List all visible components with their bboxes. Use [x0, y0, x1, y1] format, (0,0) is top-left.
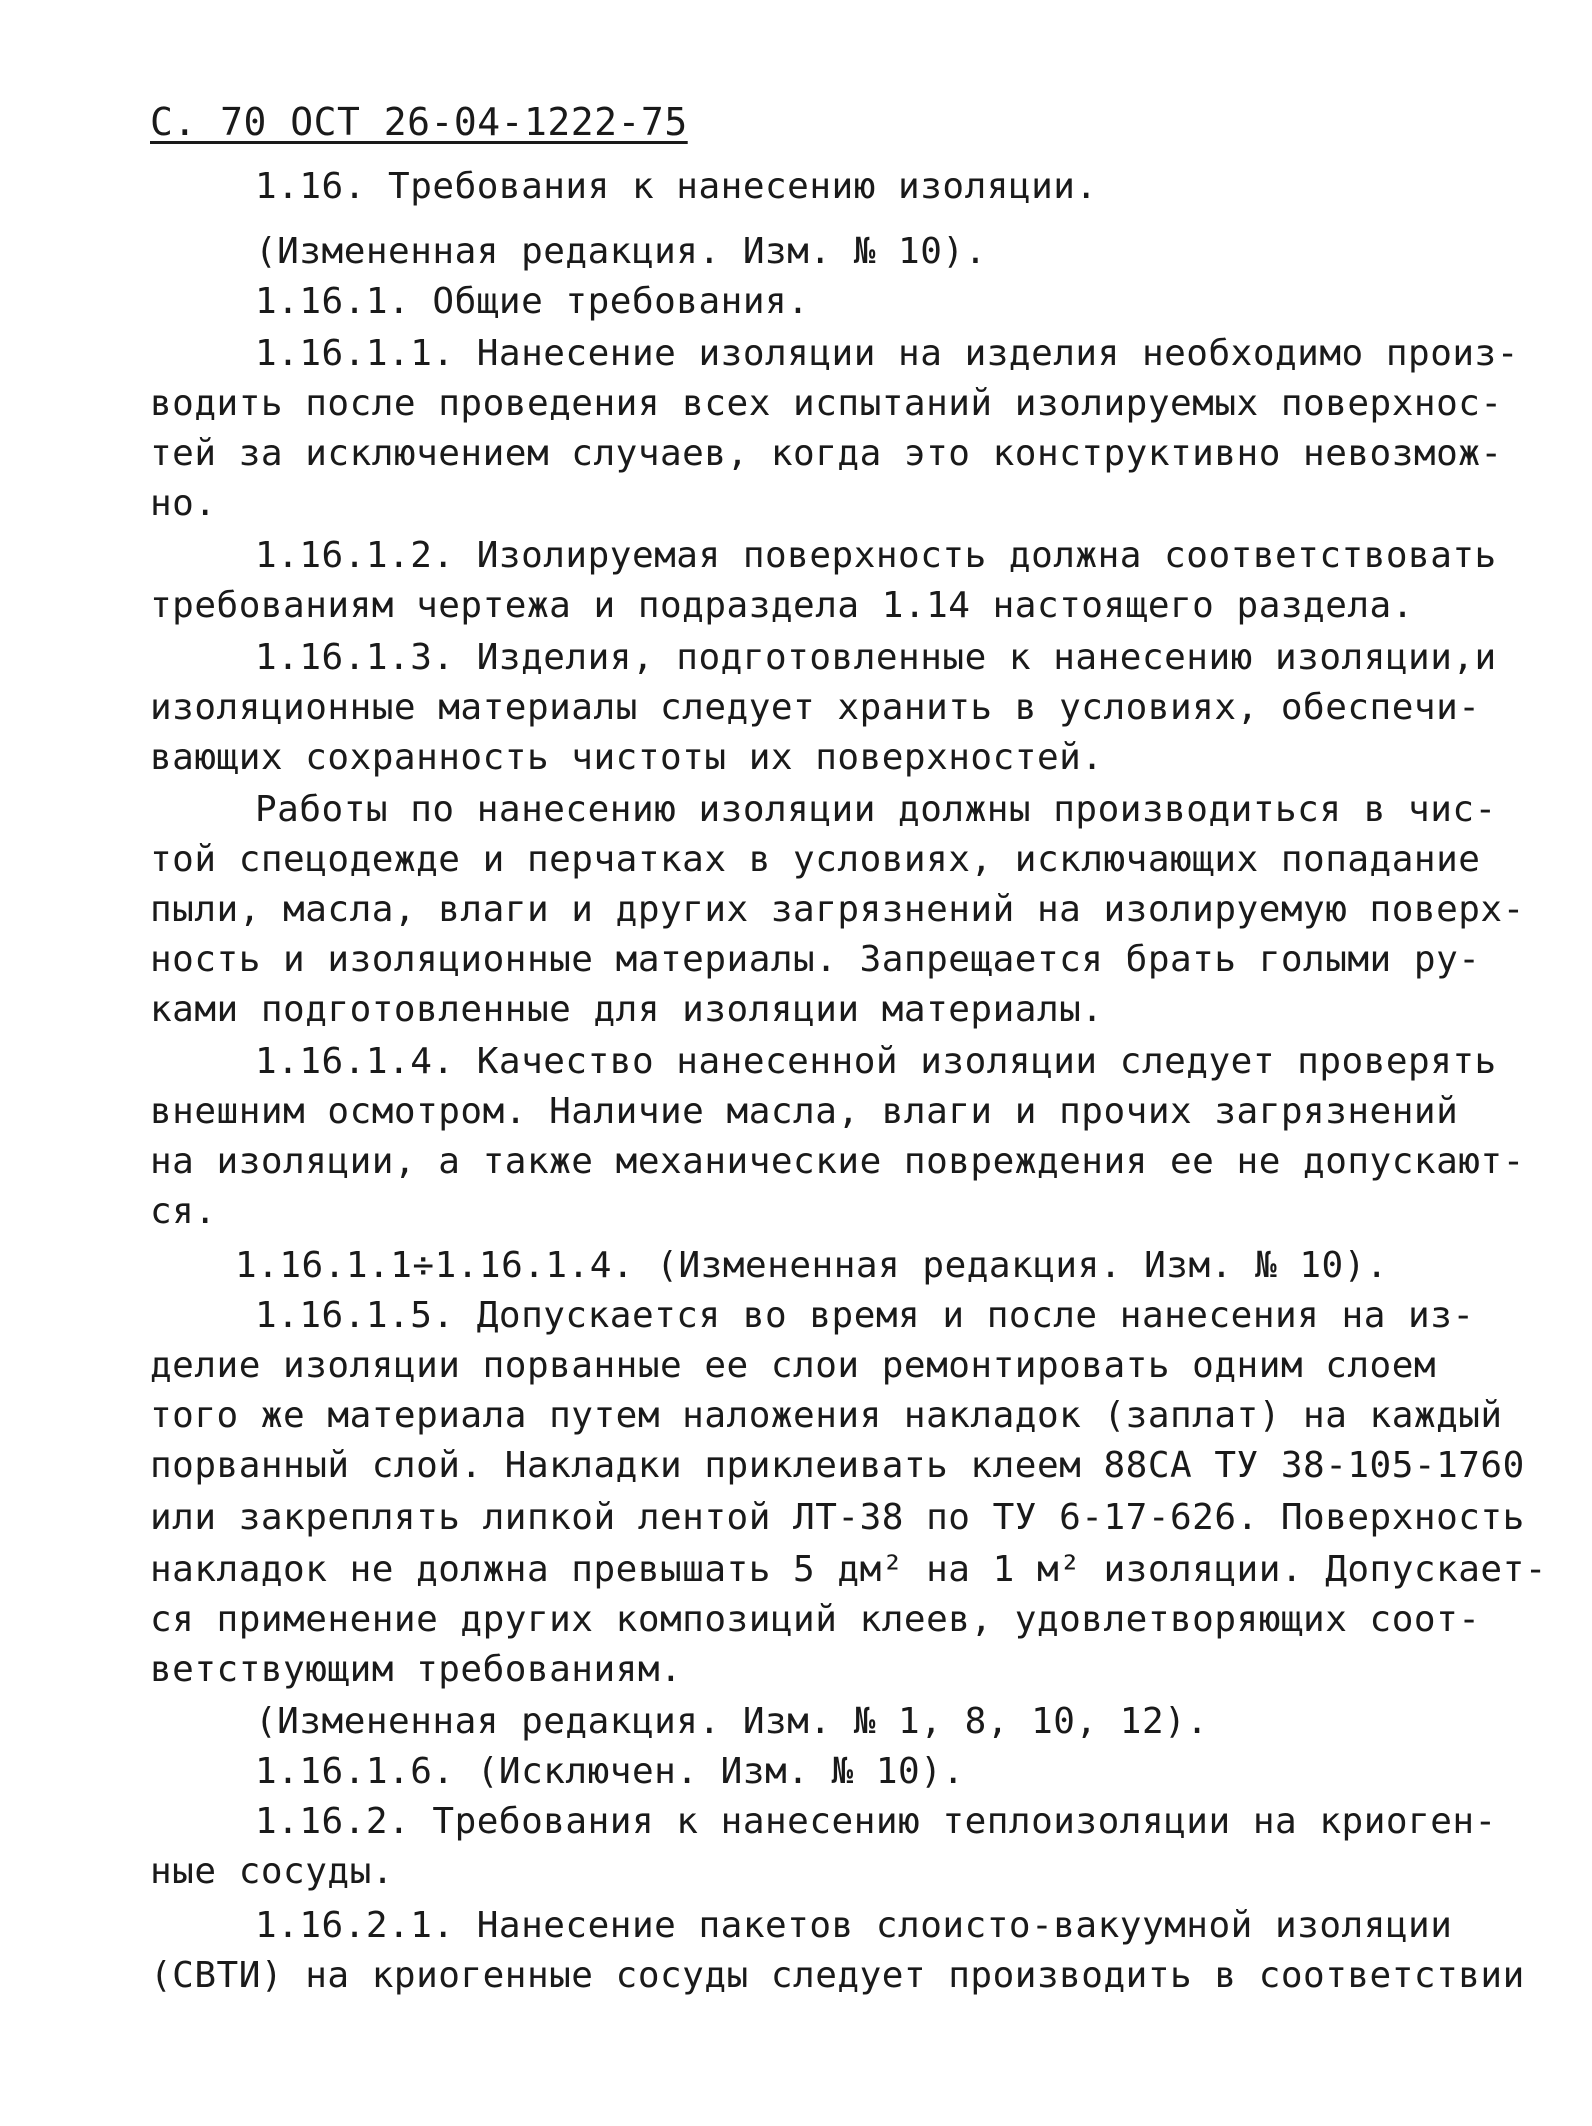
text-line: ные сосуды.: [150, 1851, 394, 1892]
text-line: 1.16.1. Общие требования.: [255, 281, 810, 322]
text-line: 1.16.1.4. Качество нанесенной изоляции следует проверять: [255, 1041, 1497, 1082]
text-line: (Измененная редакция. Изм. № 10).: [255, 231, 987, 272]
text-line: той спецодежде и перчатках в условиях, исключающих попадание: [150, 839, 1481, 880]
text-line: вающих сохранность чистоты их поверхностей.: [150, 737, 1104, 778]
text-line: Работы по нанесению изоляции должны производиться в чис-: [255, 789, 1497, 830]
text-line: на изоляции, а также механические повреждения ее не допускают-: [150, 1141, 1525, 1182]
text-line: пыли, масла, влаги и других загрязнений на изолируемую поверх-: [150, 889, 1525, 930]
text-line: изоляционные материалы следует хранить в условиях, обеспечи-: [150, 687, 1481, 728]
text-line: ветствующим требованиям.: [150, 1649, 683, 1690]
text-line: ся.: [150, 1191, 217, 1232]
text-line: (Измененная редакция. Изм. № 1, 8, 10, 12).: [255, 1701, 1209, 1742]
text-line: 1.16.1.3. Изделия, подготовленные к нанесению изоляции,и: [255, 637, 1497, 678]
text-line: делие изоляции порванные ее слои ремонтировать одним слоем: [150, 1345, 1437, 1386]
text-line: порванный слой. Накладки приклеивать клеем 88СА ТУ 38-105-1760: [150, 1445, 1525, 1486]
text-line: 1.16.1.1÷1.16.1.4. (Измененная редакция. Изм. № 10).: [235, 1245, 1389, 1286]
text-line: водить после проведения всех испытаний изолируемых поверхнос-: [150, 383, 1503, 424]
text-line: 1.16.1.6. (Исключен. Изм. № 10).: [255, 1751, 965, 1792]
text-line: внешним осмотром. Наличие масла, влаги и прочих загрязнений: [150, 1091, 1459, 1132]
text-line: ся применение других композиций клеев, удовлетворяющих соот-: [150, 1599, 1481, 1640]
text-line: 1.16.1.1. Нанесение изоляции на изделия необходимо произ-: [255, 333, 1519, 374]
text-line: накладок не должна превышать 5 дм² на 1 м² изоляции. Допускает-: [150, 1549, 1547, 1590]
text-line: ность и изоляционные материалы. Запрещается брать голыми ру-: [150, 939, 1481, 980]
text-line: 1.16.2. Требования к нанесению теплоизоляции на криоген-: [255, 1801, 1497, 1842]
text-line: 1.16.1.5. Допускается во время и после нанесения на из-: [255, 1295, 1475, 1336]
text-line: или закреплять липкой лентой ЛТ-38 по ТУ 6-17-626. Поверхность: [150, 1497, 1525, 1538]
text-line: того же материала путем наложения накладок (заплат) на каждый: [150, 1395, 1503, 1436]
text-line: требованиям чертежа и подраздела 1.14 настоящего раздела.: [150, 585, 1414, 626]
text-line: 1.16.1.2. Изолируемая поверхность должна соответствовать: [255, 535, 1497, 576]
page-header: С. 70 ОСТ 26-04-1222-75: [150, 100, 688, 144]
text-line: тей за исключением случаев, когда это конструктивно невозмож-: [150, 433, 1503, 474]
text-line: 1.16.2.1. Нанесение пакетов слоисто-вакуумной изоляции: [255, 1905, 1453, 1946]
text-line: 1.16. Требования к нанесению изоляции.: [255, 166, 1098, 207]
text-line: но.: [150, 483, 217, 524]
text-line: ками подготовленные для изоляции материалы.: [150, 989, 1104, 1030]
text-line: (СВТИ) на криогенные сосуды следует производить в соответствии: [150, 1955, 1525, 1996]
